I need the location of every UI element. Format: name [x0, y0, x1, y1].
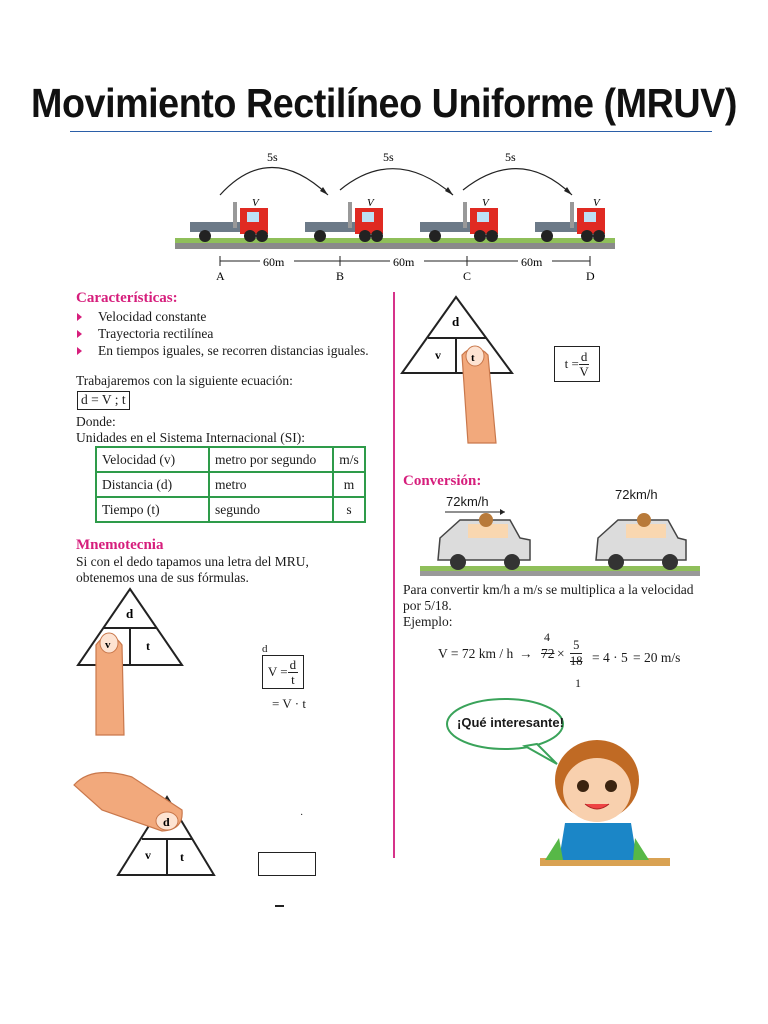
characteristics-heading: Características:: [76, 290, 178, 306]
conversion-text-1: Para convertir km/h a m/s se multiplica a la velocidad: [403, 582, 694, 597]
time-label-3: 5s: [505, 150, 516, 164]
title-underline: [70, 131, 712, 132]
table-cell: metro por segundo: [209, 447, 333, 472]
equation-intro: Trabajaremos con la siguiente ecuación:: [76, 373, 293, 388]
mnemonic-triangle-d: [72, 765, 222, 880]
formula-v-box: V = $\frac{d}{t}$: [262, 655, 304, 689]
table-cell: segundo: [209, 497, 333, 522]
velocity-label: V: [482, 197, 489, 209]
conversion-heading: Conversión:: [403, 473, 482, 489]
table-row: [96, 472, 365, 497]
units-intro: Unidades en el Sistema Internacional (SI):: [76, 430, 306, 445]
table-cell: Velocidad (v): [96, 447, 209, 472]
truck-icon: [305, 197, 383, 242]
speech-bubble-text: ¡Qué interesante!: [457, 715, 564, 730]
triangle-d-label-3: d: [452, 314, 460, 329]
triangle-t-label: t: [146, 639, 150, 653]
table-cell: m/s: [333, 447, 365, 472]
table-cell: Distancia (d): [96, 472, 209, 497]
stray-d: d: [262, 643, 268, 655]
calc-left: V = 72 km / h: [438, 646, 514, 661]
donde-label: Donde:: [76, 414, 116, 429]
velocity-label: V: [252, 197, 259, 209]
car-icon: [596, 513, 686, 570]
equation-formula: d = V ; t: [77, 391, 130, 410]
point-a: A: [216, 269, 225, 283]
characteristics-list: [76, 308, 369, 359]
mnemonic-text-1: Si con el dedo tapamos una letra del MRU,: [76, 554, 309, 569]
calc-72: 72: [541, 646, 555, 661]
point-d: D: [586, 269, 595, 283]
distance-label-2: 60m: [393, 255, 415, 269]
speed-label-2: 72km/h: [615, 487, 658, 502]
list-item: Trayectoria rectilínea: [76, 325, 369, 342]
calc-fraction: 5 18: [570, 638, 583, 668]
mnemonic-triangle-t: [400, 293, 525, 448]
point-c: C: [463, 269, 472, 283]
triangle-v-label-2: v: [145, 848, 151, 862]
truck-icon: [190, 197, 268, 242]
table-cell: s: [333, 497, 365, 522]
calc-result-b: = 20 m/s: [633, 650, 681, 665]
units-table: [95, 446, 366, 523]
formula-t-box: t = $\frac{d}{V}$: [554, 346, 600, 382]
table-cell: Tiempo (t): [96, 497, 209, 522]
list-item: En tiempos iguales, se recorren distancias iguales.: [76, 342, 369, 359]
distance-label-1: 60m: [263, 255, 285, 269]
time-label-2: 5s: [383, 150, 394, 164]
dash-mark: [275, 905, 284, 907]
time-label-1: 5s: [267, 150, 278, 164]
column-divider: [393, 292, 395, 858]
bullet-icon: [77, 347, 82, 355]
triangle-v-label: v: [105, 639, 111, 651]
bullet-icon: [77, 330, 82, 338]
page-title: Movimiento Rectilíneo Uniforme (MRUV): [31, 80, 737, 126]
truck-icon: [535, 197, 605, 242]
times-icon: ×: [557, 646, 565, 661]
mnemonic-text-2: obtenemos una de sus fórmulas.: [76, 570, 249, 585]
velocity-label: V: [367, 197, 374, 209]
cars-illustration: [420, 508, 700, 583]
list-item: Velocidad constante: [76, 308, 369, 325]
arrow-icon: →: [519, 646, 533, 661]
point-b: B: [336, 269, 345, 283]
empty-formula-box: [258, 852, 316, 876]
speed-label-1: 72km/h: [446, 494, 489, 509]
table-cell: m: [333, 472, 365, 497]
truck-icon: [420, 197, 498, 242]
dot-mark: ·: [300, 810, 304, 821]
triangle-t-label-2: t: [180, 850, 184, 864]
mru-truck-diagram: [170, 145, 620, 285]
bullet-icon: [77, 313, 82, 321]
mnemonic-triangle-v: [74, 585, 186, 740]
table-row: [96, 447, 365, 472]
calc-bottom1: 1: [575, 676, 581, 690]
mnemonic-heading: Mnemotecnia: [76, 537, 164, 553]
triangle-v-label-3: v: [435, 348, 441, 362]
velocity-label: V: [593, 197, 600, 209]
triangle-d-covered-label: d: [163, 815, 170, 829]
car-icon: [438, 513, 530, 570]
table-cell: metro: [209, 472, 333, 497]
formula-d: = V · t: [272, 696, 306, 711]
distance-label-3: 60m: [521, 255, 543, 269]
conversion-text-2: por 5/18.: [403, 598, 452, 613]
table-row: [96, 497, 365, 522]
calc-result-a: = 4 · 5: [592, 650, 628, 665]
triangle-t-covered-label: t: [471, 352, 475, 364]
calc-top4: 4: [544, 630, 550, 644]
ejemplo-label: Ejemplo:: [403, 614, 453, 629]
triangle-d-label: d: [126, 606, 134, 621]
